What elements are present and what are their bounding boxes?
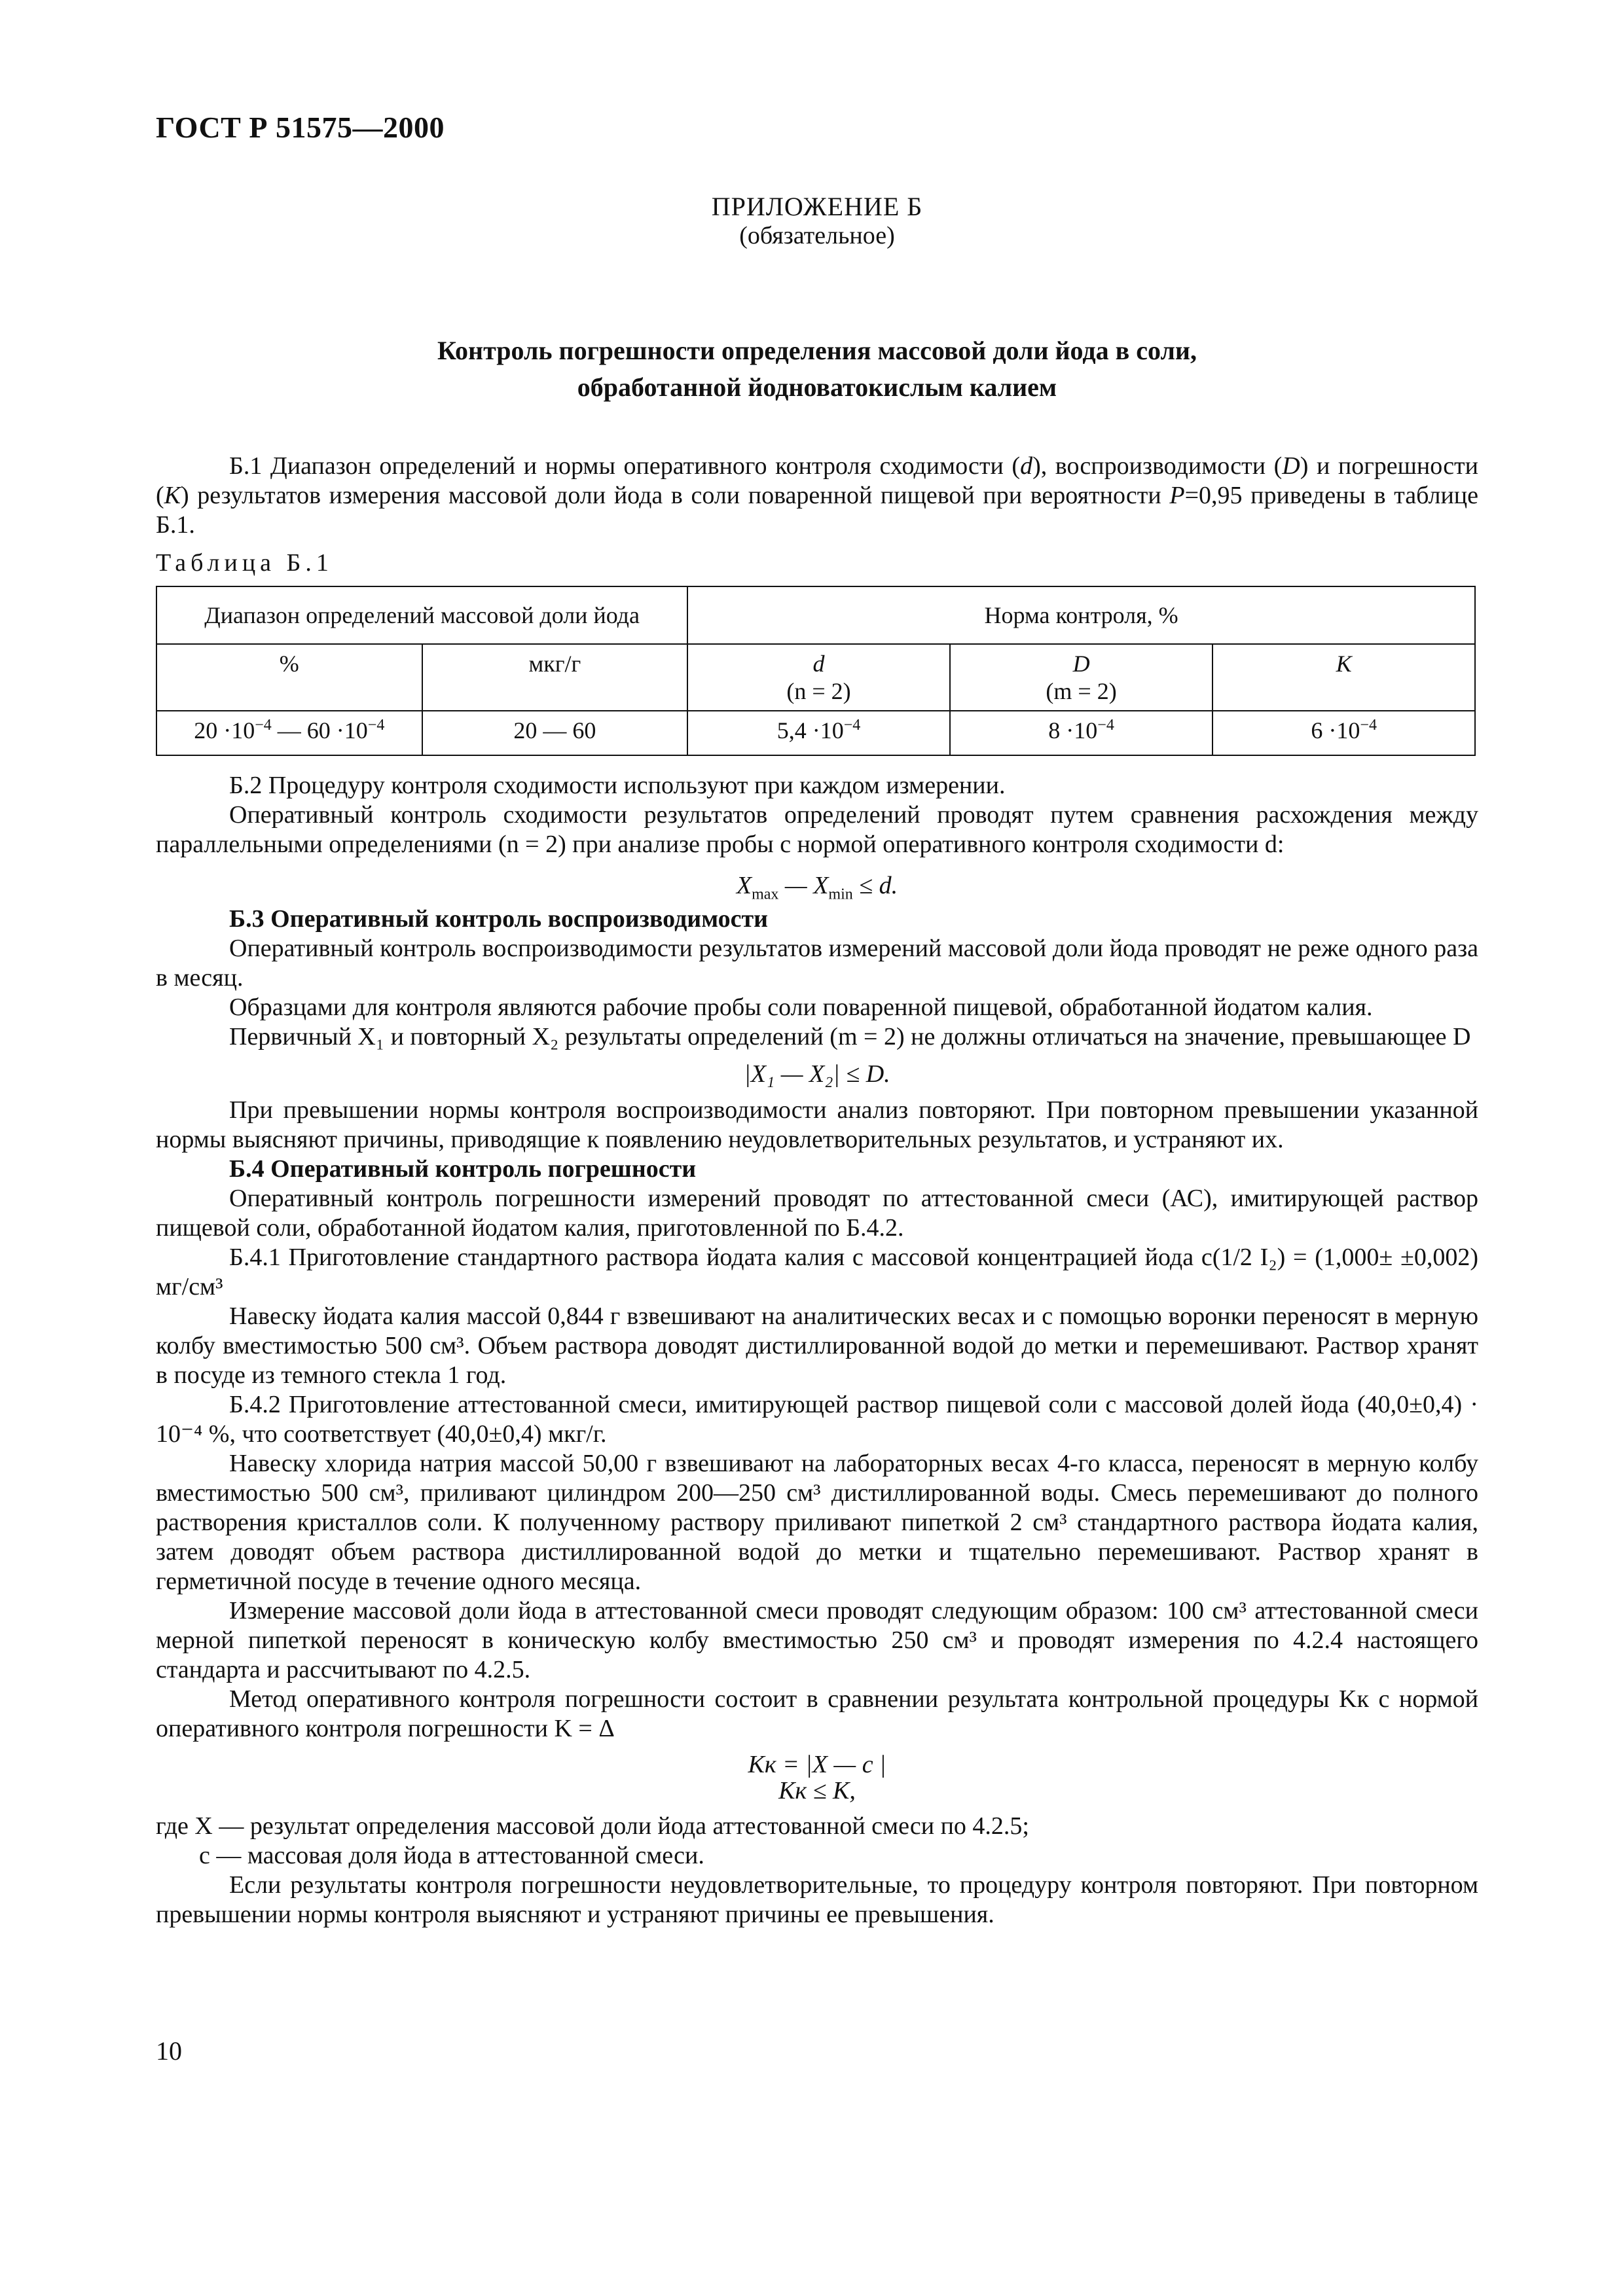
b3-p2: Образцами для контроля являются рабочие пробы соли поваренной пищевой, обработанной йодатом калия. [229,994,1373,1021]
table-header-row [156,586,1475,644]
b4-p3: Навеску йодата калия массой 0,844 г взвешивают на аналитических весах и с помощью воронки переносят в мерную колбу вместимостью 500 см³. Объем раствора доводят дистиллированной водой до метки и перемешивают. Раствор хранят в посуде из темного стекла 1 год. [156,1302,1478,1389]
b3-p1: Оперативный контроль воспроизводимости результатов измерений массовой доли йода проводят не реже одного раза в месяц. [156,935,1478,992]
b2-formula: $X_{max}$ — $X_{min} \le d$. [736,872,898,903]
appendix-status: (обязательное) [739,222,895,249]
b2-p1: Б.2 Процедуру контроля сходимости используют при каждом измерении. [229,772,1006,799]
cell-D: $8 \cdot 10^{-4}$ [950,711,1213,755]
b3-p4: При превышении нормы контроля воспроизводимости анализ повторяют. При повторном превышении указанной нормы выясняют причины, приводящие к появлению неудовлетворительных результатов, и устраняют их. [156,1096,1478,1153]
norms-table [156,586,1476,756]
cell-range-percent: $20 \cdot 10^{-4}$ — $60 \cdot 10^{-4}$ [156,711,422,755]
b4-p4: Б.4.2 Приготовление аттестованной смеси, имитирующей раствор пищевой соли с массовой долей йода (40,0±0,4) · 10⁻⁴ %, что соответствует (40,0±0,4) мкг/г. [156,1391,1478,1448]
table-caption: Таблица Б.1 [156,549,333,577]
b4-p6: Измерение массовой доли йода в аттестованной смеси проводят следующим образом: 100 см³ аттестованной смеси мерной пипеткой переносят в коническую колбу вместимостью 250 см³ и проводят измерения по 4.2.4 настоящего стандарта и рассчитывают по 4.2.5. [156,1597,1478,1683]
section-b1 [156,452,1478,540]
b4-p7: Метод оперативного контроля погрешности состоит в сравнении результата контрольной процедуры Kк с нормой оперативного контроля погрешности K = Δ [156,1685,1478,1742]
header-range: Диапазон определений массовой доли йода [156,586,687,644]
b4-heading: Б.4 Оперативный контроль погрешности [229,1155,697,1183]
b1-paragraph: Б.1 Диапазон определений и нормы оперативного контроля сходимости (d), воспроизводимости (D) и погрешности (K) результатов измерения массовой доли йода в соли поваренной пищевой при вероятности P=0,95 приведены в таблице Б.1. [156,452,1478,539]
appendix-title: ПРИЛОЖЕНИЕ Б [711,192,923,221]
b3-heading: Б.3 Оперативный контроль воспроизводимости [229,905,769,933]
standard-header: ГОСТ Р 51575—2000 [156,111,445,144]
col-d: d (n = 2) [687,644,950,711]
b2-p2: Оперативный контроль сходимости результатов определений проводят путем сравнения расхождения между параллельными определениями (n = 2) при анализе пробы с нормой оперативного контроля сходимости d: [156,801,1478,858]
b3-formula: |X₁ — X₂| ≤ D. [744,1060,890,1088]
col-mkg: мкг/г [422,644,688,711]
table-subheader-row [156,644,1475,711]
col-percent: % [156,644,422,711]
b4-formula-1: Kк = |X — c | [748,1751,886,1778]
section-b2 [156,771,1478,1929]
b4-p2: Б.4.1 Приготовление стандартного раствора йодата калия с массовой концентрацией йода c(1/2 I₂) = (1,000± ±0,002) мг/см³ [156,1244,1478,1300]
where-c: c — массовая доля йода в аттестованной смеси. [199,1842,704,1869]
page-number: 10 [156,2036,182,2066]
cell-d: $5,4 \cdot 10^{-4}$ [687,711,950,755]
where-x: где X — результат определения массовой доли йода аттестованной смеси по 4.2.5; [156,1812,1029,1840]
b3-p3: Первичный X₁ и повторный X₂ результаты определений (m = 2) не должны отличаться на значение, превышающее D [229,1023,1471,1050]
b4-formula-2: Kк ≤ K, [778,1777,856,1804]
title-line-2: обработанной йодноватокислым калием [577,372,1057,402]
table-row [156,711,1475,755]
col-K: K [1213,644,1475,711]
title-line-1: Контроль погрешности определения массовой доли йода в соли, [437,336,1197,365]
b4-p8: Если результаты контроля погрешности неудовлетворительные, то процедуру контроля повторяют. При повторном превышении нормы контроля выясняют и устраняют причины ее превышения. [156,1871,1478,1928]
b4-p5: Навеску хлорида натрия массой 50,00 г взвешивают на лабораторных весах 4-го класса, переносят в мерную колбу вместимостью 500 см³, приливают цилиндром 200—250 см³ дистиллированной воды. Смесь перемешивают до полного растворения кристаллов соли. К полученному раствору приливают пипеткой 2 см³ стандартного раствора йодата калия, затем доводят объем раствора дистиллированной водой до метки и тщательно перемешивают. Раствор хранят в герметичной посуде в течение одного месяца. [156,1450,1478,1595]
cell-range-mkg: 20 — 60 [422,711,688,755]
b4-p1: Оперативный контроль погрешности измерений проводят по аттестованной смеси (АС), имитирующей раствор пищевой соли, обработанной йодатом калия, приготовленной по Б.4.2. [156,1185,1478,1242]
cell-K: $6 \cdot 10^{-4}$ [1213,711,1475,755]
header-norm: Норма контроля, % [687,586,1475,644]
document-title [156,332,1478,406]
col-D: D (m = 2) [950,644,1213,711]
